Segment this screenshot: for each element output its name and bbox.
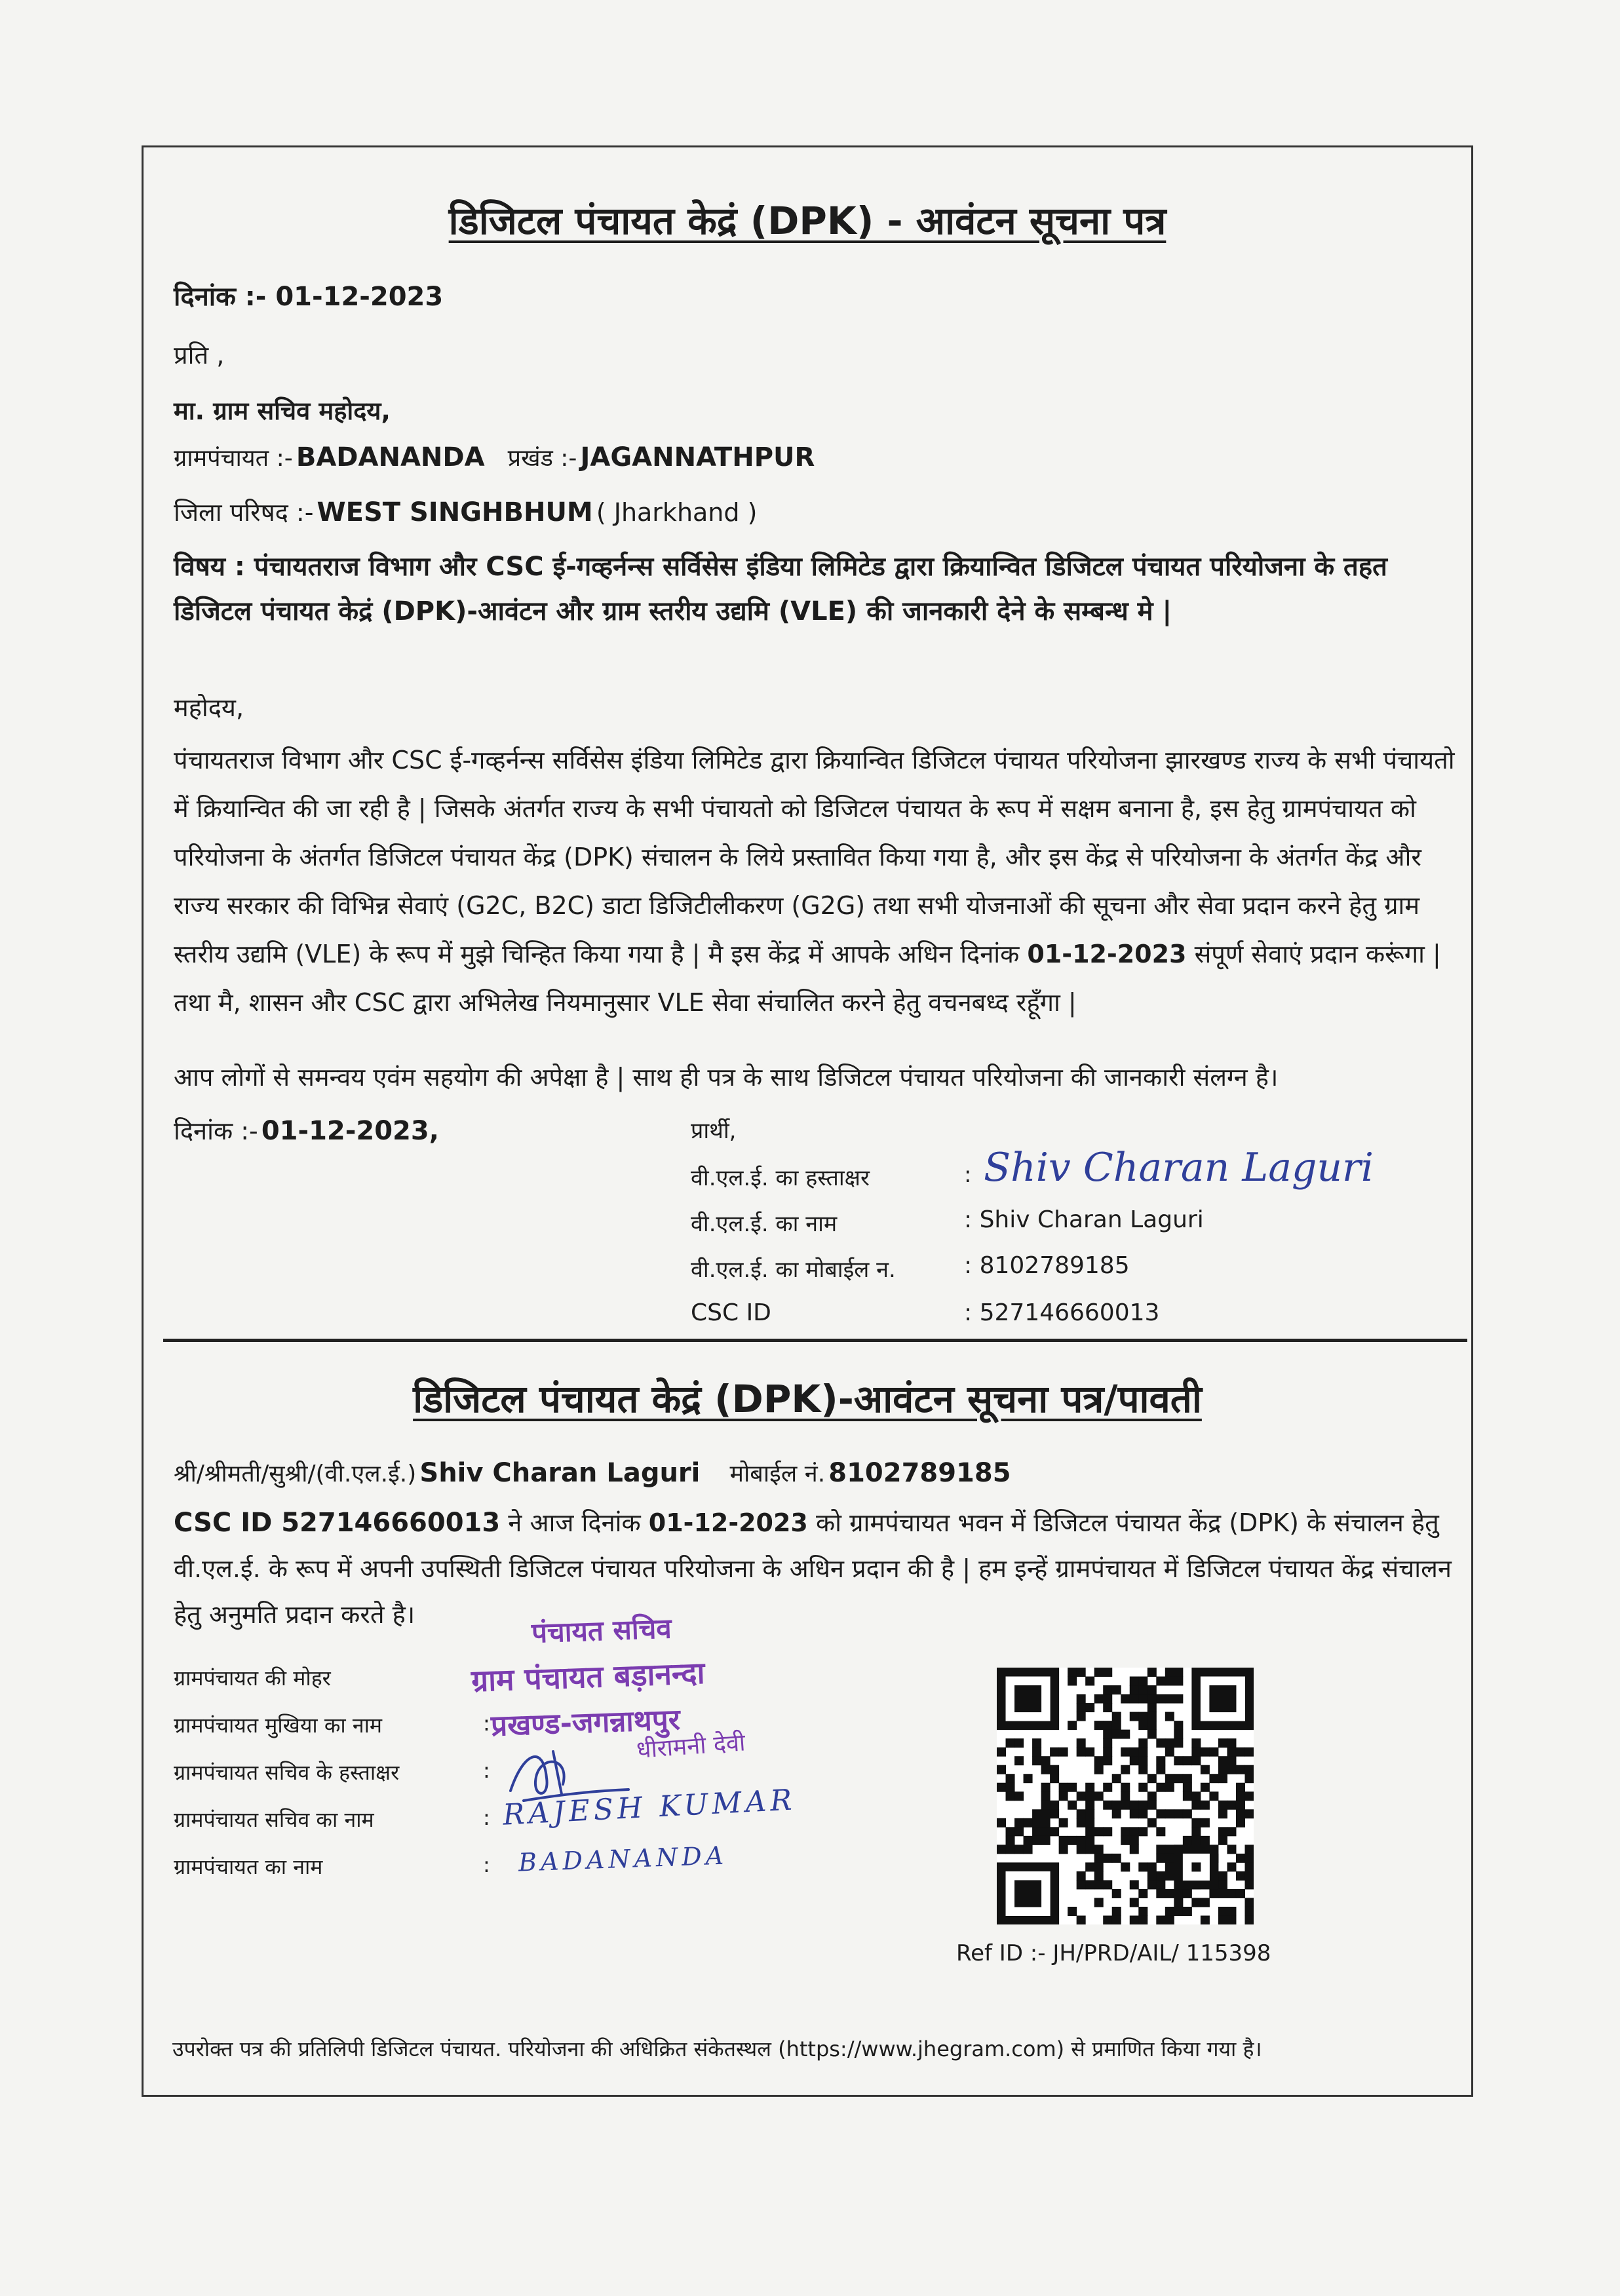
field-mukhiya-label: ग्रामपंचायत मुखिया का नाम [174, 1713, 383, 1738]
receipt-title: डिजिटल पंचायत केद्रं (DPK)-आवंटन सूचना पत्र/पावती [413, 1377, 1202, 1421]
mukhiya-handwritten: धीरामनी देवी [635, 1729, 746, 1764]
body-date: 01-12-2023 [1027, 940, 1187, 968]
stamp-line-2: ग्राम पंचायत बड़ानन्दा [471, 1655, 706, 1699]
district-line [174, 495, 757, 529]
csc-id-label: CSC ID [691, 1299, 771, 1326]
block-value: JAGANNATHPUR [580, 442, 815, 472]
secretary-name-handwritten: RAJESH KUMAR [501, 1783, 797, 1832]
stamp-line-1: पंचायत सचिव [531, 1612, 672, 1649]
body-part2: संपूर्ण सेवाएं प्रदान करूंगा | तथा मै, शासन और CSC द्वारा अभिलेख नियमानुसार VLE सेवा संचालित करने हेतु वचनबध्द रहूँगा | [174, 940, 1441, 1017]
receipt-text-a: ने आज दिनांक [508, 1508, 641, 1537]
footer-note: उपरोक्त पत्र की प्रतिलिपी डिजिटल पंचायत. परियोजना की अधिक्रित संकेतस्थल (https://www.jhegram.com) से प्रमाणित किया गया है। [172, 2037, 1262, 2061]
receipt-csc-id: CSC ID 527146660013 [174, 1508, 501, 1538]
field-secretary-name-colon: : [483, 1805, 490, 1830]
prati: प्रति , [174, 341, 225, 370]
document-frame [142, 145, 1473, 2097]
receipt-mobile-label: मोबाईल नं. [729, 1461, 826, 1487]
gram-panchayat-label: ग्रामपंचायत :- [174, 445, 293, 472]
csc-id-value: : 527146660013 [964, 1299, 1160, 1326]
gram-panchayat-value: BADANANDA [296, 442, 485, 472]
field-mukhiya-colon: : [483, 1711, 490, 1736]
section-divider [163, 1339, 1467, 1342]
date-line [174, 277, 443, 313]
body-part1: पंचायतराज विभाग और CSC ई-गव्हर्नन्स सर्विसेस इंडिया लिमिटेड द्वारा क्रियान्वित डिजिटल पंचायत परियोजना झारखण्ड राज्य के सभी पंचायतो में क्रियान्वित की जा रही है | जिसके अंतर्गत राज्य के सभी पंचायतो को डिजिटल पंचायत के रूप में सक्षम बनाना है, इस हेतु ग्रामपंचायत को परियोजना के अंतर्गत डिजिटल पंचायत केंद्र (DPK) संचालन के लिये प्रस्तावित किया गया है, और इस केंद्र से परियोजना के अंतर्गत केंद्र और राज्य सरकार की विभिन्न सेवाएं (G2C, B2C) डाटा डिजिटीलीकरण (G2G) तथा सभी योजनाओं की सूचना और सेवा प्रदान करने हेतु ग्राम स्तरीय उद्यमि (VLE) के रूप में मुझे चिन्हित किया गया है | मै इस केंद्र में आपके अधिन दिनांक [174, 746, 1455, 968]
vle-mobile-value: : 8102789185 [964, 1252, 1130, 1279]
field-panchayat-name-colon: : [483, 1852, 490, 1877]
salutation: महोदय, [174, 693, 244, 722]
footer-date-line [174, 1113, 439, 1147]
district-label: जिला परिषद :- [174, 498, 314, 527]
footer-date-label: दिनांक :- [174, 1117, 258, 1145]
panchayat-block-line [174, 441, 815, 473]
footer-date-value: 01-12-2023, [261, 1116, 439, 1146]
document-title: डिजिटल पंचायत केद्रं (DPK) - आवंटन सूचना पत्र [448, 199, 1167, 243]
applicant-label: प्रार्थी, [691, 1118, 737, 1144]
receipt-honorific: श्री/श्रीमती/सुश्री/(वी.एल.ई.) [174, 1461, 417, 1487]
district-value: WEST SINGHBHUM [317, 497, 593, 527]
subject: विषय : पंचायतराज विभाग और CSC ई-गव्हर्नन्स सर्विसेस इंडिया लिमिटेड द्वारा क्रियान्वित डिजिटल पंचायत परियोजना के तहत डिजिटल पंचायत केद्रं (DPK)-आवंटन और ग्राम स्तरीय उद्यमि (VLE) की जानकारी देने के सम्बन्ध मे | [174, 552, 1387, 626]
vle-name-label: वी.एल.ई. का नाम [691, 1211, 838, 1237]
receipt-mobile: 8102789185 [828, 1458, 1011, 1488]
field-seal-label: ग्रामपंचायत की मोहर [174, 1666, 331, 1691]
body-paragraph [174, 736, 1458, 1027]
stamp-line-3: प्रखण्ड-जगन्नाथपुर [490, 1702, 681, 1744]
addressee: मा. ग्राम सचिव महोदय, [174, 396, 391, 425]
receipt-date: 01-12-2023 [648, 1508, 808, 1537]
ref-id: Ref ID :- JH/PRD/AIL/ 115398 [956, 1940, 1271, 1966]
receipt-paragraph [174, 1500, 1458, 1637]
vle-mobile-label: वी.एल.ई. का मोबाईल न. [691, 1257, 896, 1283]
vle-signature: Shiv Charan Laguri [984, 1145, 1374, 1191]
receipt-name-line [174, 1457, 1011, 1489]
block-label: प्रखंड :- [507, 445, 577, 472]
date-value: 01-12-2023 [275, 282, 444, 312]
closing-line: आप लोगों से समन्वय एवंम सहयोग की अपेक्षा है | साथ ही पत्र के साथ डिजिटल पंचायत परियोजना की जानकारी संलग्न है। [174, 1063, 1279, 1092]
date-label: दिनांक :- [174, 282, 267, 312]
field-secretary-sign-label: ग्रामपंचायत सचिव के हस्ताक्षर [174, 1760, 400, 1785]
receipt-name: Shiv Charan Laguri [419, 1458, 701, 1488]
vle-name-value: : Shiv Charan Laguri [964, 1206, 1204, 1233]
field-secretary-sign-colon: : [483, 1758, 490, 1783]
receipt-text-b: को ग्रामपंचायत भवन में डिजिटल पंचायत केंद्र (DPK) के संचालन हेतु वी.एल.ई. के रूप में अपनी उपस्थिती डिजिटल पंचायत परियोजना के अधिन प्रदान की है | हम इन्हें ग्रामपंचायत में डिजिटल पंचायत केंद्र संचालन हेतु अनुमति प्रदान करते है। [174, 1508, 1452, 1629]
vle-signature-label: वी.एल.ई. का हस्ताक्षर [691, 1165, 870, 1191]
qr-code [997, 1668, 1254, 1924]
panchayat-name-handwritten: BADANANDA [518, 1841, 728, 1877]
field-secretary-name-label: ग्रामपंचायत सचिव का नाम [174, 1807, 374, 1832]
vle-signature-colon: : [964, 1162, 972, 1188]
field-panchayat-name-label: ग्रामपंचायत का नाम [174, 1854, 323, 1879]
state-value: ( Jharkhand ) [596, 498, 758, 527]
